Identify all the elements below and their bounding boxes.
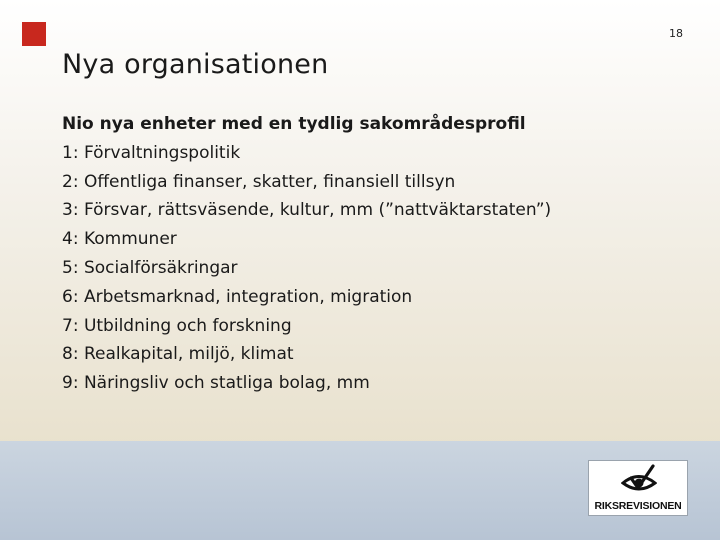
content-list xyxy=(62,110,551,398)
list-item: 4: Kommuner xyxy=(62,229,177,250)
eye-check-icon xyxy=(621,464,657,498)
logo-text: RIKSREVISIONEN xyxy=(594,500,682,512)
riksrevisionen-logo xyxy=(588,460,688,516)
brand-red-square xyxy=(22,22,46,46)
list-item: 2: Offentliga finanser, skatter, finansiell tillsyn xyxy=(62,171,456,192)
slide-title: Nya organisationen xyxy=(62,49,329,80)
list-item: 1: Förvaltningspolitik xyxy=(62,142,241,163)
list-item: 5: Socialförsäkringar xyxy=(62,257,238,278)
page-number: 18 xyxy=(669,27,683,40)
list-item: 9: Näringsliv och statliga bolag, mm xyxy=(62,373,370,394)
list-item: 7: Utbildning och forskning xyxy=(62,315,292,336)
list-item: 8: Realkapital, miljö, klimat xyxy=(62,344,294,365)
list-item: 3: Försvar, rättsväsende, kultur, mm (”nattväktarstaten”) xyxy=(62,200,552,221)
list-item: 6: Arbetsmarknad, integration, migration xyxy=(62,286,413,307)
content-heading: Nio nya enheter med en tydlig sakområdesprofil xyxy=(62,114,526,134)
